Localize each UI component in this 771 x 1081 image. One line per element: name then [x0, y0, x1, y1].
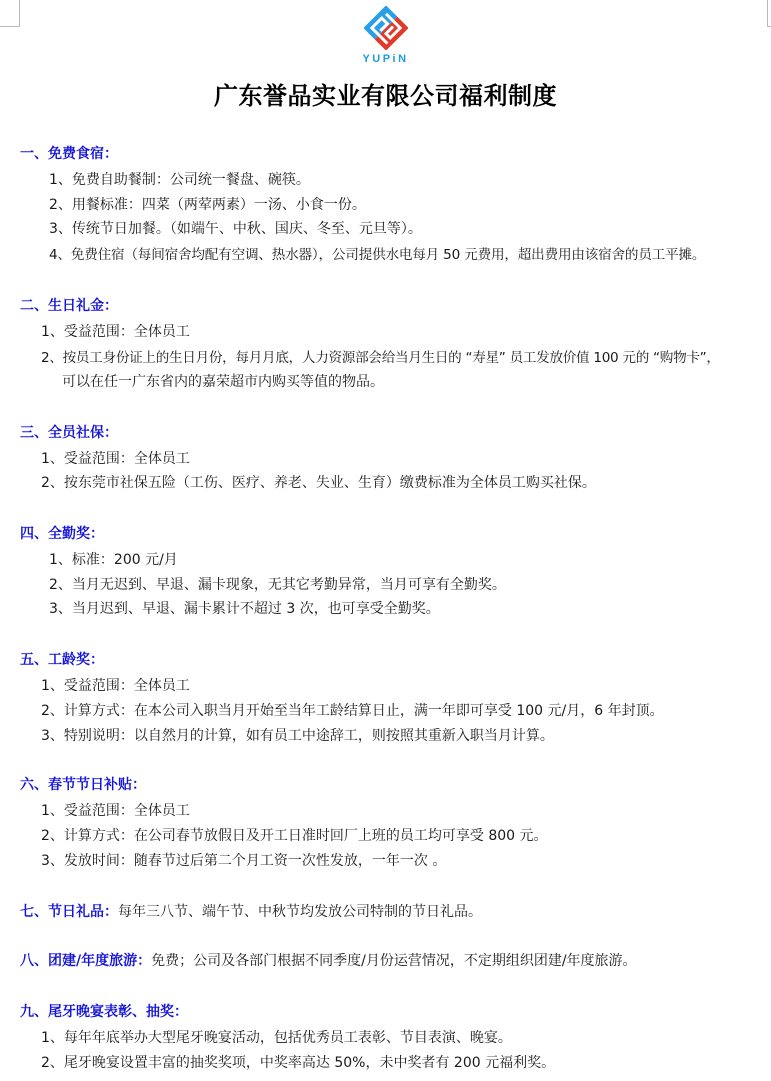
list-item: 3、当月迟到、早退、漏卡累计不超过 3 次，也可享受全勤奖。: [49, 601, 440, 617]
list-item: 2、按员工身份证上的生日月份，每月月底，人力资源部会给当月生日的 “寿星” 员工发放价值 100 元的 “购物卡”，: [41, 350, 720, 366]
section-inline-text: 免费；公司及各部门根据不同季度/月份运营情况，不定期组织团建/年度旅游。: [151, 953, 637, 969]
section-heading-attendance-bonus: 四、全勤奖：: [20, 526, 104, 542]
list-item: 1、免费自助餐制：公司统一餐盘、碗筷。: [49, 172, 310, 188]
page-title: 广东誉品实业有限公司福利制度: [214, 82, 557, 110]
list-item: 1、受益范围：全体员工: [41, 678, 190, 694]
list-item: 1、每年年底举办大型尾牙晚宴活动，包括优秀员工表彰、节目表演、晚宴。: [41, 1030, 512, 1046]
section-heading-seniority-bonus: 五、工龄奖：: [20, 652, 104, 668]
yupin-logo-icon: [364, 6, 408, 50]
list-item: 2、尾牙晚宴设置丰富的抽奖奖项，中奖率高达 50%，未中奖者有 200 元福利奖。: [41, 1055, 556, 1071]
list-item: 2、当月无迟到、早退、漏卡现象，无其它考勤异常，当月可享有全勤奖。: [49, 577, 506, 593]
list-item: 2、用餐标准：四菜（两荤两素）一汤、小食一份。: [49, 197, 366, 213]
crop-mark-top-left-vertical: [19, 0, 20, 26]
list-item: 2、计算方式：在公司春节放假日及开工日准时回厂上班的员工均可享受 800 元。: [41, 828, 548, 844]
list-item: 1、标准：200 元/月: [49, 552, 178, 568]
list-item: 2、按东莞市社保五险（工伤、医疗、养老、失业、生育）缴费标准为全体员工购买社保。: [41, 475, 596, 491]
list-item-continuation: 可以在任一广东省内的嘉荣超市内购买等值的物品。: [62, 374, 384, 390]
section-heading-spring-festival-subsidy: 六、春节节日补贴：: [20, 777, 146, 793]
crop-mark-top-left-horizontal: [0, 26, 20, 27]
crop-mark-top-right-vertical: [767, 0, 768, 26]
section-heading-label: 八、团建/年度旅游：: [20, 953, 152, 969]
list-item: 4、免费住宿（每间宿舍均配有空调、热水器），公司提供水电每月 50 元费用，超出费用由该宿舍的员工平摊。: [49, 247, 706, 263]
crop-mark-top-right-horizontal: [767, 26, 771, 27]
brand-name: YUPiN: [362, 53, 409, 65]
list-item: 3、传统节日加餐。（如端午、中秋、国庆、冬至、元旦等）。: [49, 221, 422, 237]
section-heading-year-end-banquet: 九、尾牙晚宴表彰、抽奖：: [20, 1004, 188, 1020]
section-inline-text: 每年三八节、端午节、中秋节均发放公司特制的节日礼品。: [118, 904, 482, 920]
list-item: 1、受益范围：全体员工: [41, 803, 190, 819]
list-item: 2、计算方式：在本公司入职当月开始至当年工龄结算日止，满一年即可享受 100 元/月，6 年封顶。: [41, 703, 664, 719]
list-item: 1、受益范围：全体员工: [41, 324, 190, 340]
list-item: 3、特别说明：以自然月的计算，如有员工中途辞工，则按照其重新入职当月计算。: [41, 728, 554, 744]
section-heading-holiday-gifts: [20, 901, 482, 921]
section-heading-label: 七、节日礼品：: [20, 904, 118, 920]
list-item: 3、发放时间：随春节过后第二个月工资一次性发放，一年一次 。: [41, 853, 447, 869]
section-heading-social-insurance: 三、全员社保：: [20, 425, 118, 441]
section-heading-team-building-travel: [20, 950, 637, 970]
list-item: 1、受益范围：全体员工: [41, 451, 190, 467]
section-heading-birthday-gift: 二、生日礼金：: [20, 298, 118, 314]
section-heading-free-meals-lodging: 一、免费食宿：: [20, 146, 118, 162]
